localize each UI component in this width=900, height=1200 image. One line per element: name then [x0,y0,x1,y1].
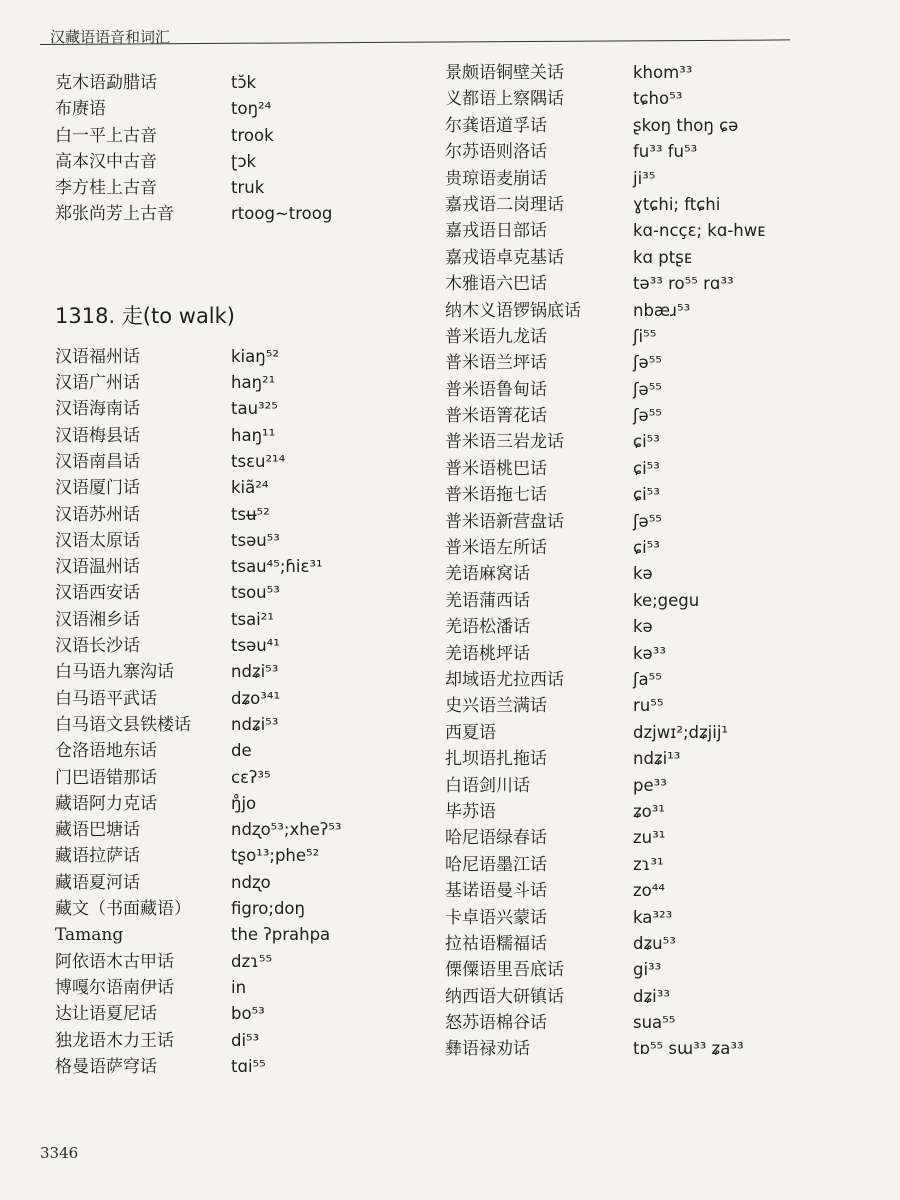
phonetic-form: zu³¹ [633,828,666,848]
phonetic-form: ʑo³¹ [633,801,665,821]
phonetic-form: zo⁴⁴ [633,881,665,901]
entry-row [445,825,845,851]
right-column [445,60,845,1063]
entry-row [445,139,845,165]
entry-row [55,765,455,791]
entry-row [445,693,845,719]
entry-row [55,175,455,201]
phonetic-form: ʃa⁵⁵ [633,669,662,689]
language-name: 汉语梅县话 [55,425,140,446]
language-name: 拉祜语糯福话 [445,933,547,954]
entry-row [55,502,455,528]
entry-row [55,1054,455,1080]
phonetic-form: ʂkoŋ thoŋ ɕə [633,115,739,135]
language-name: 扎坝语扎拖话 [445,749,547,770]
phonetic-form: bo⁵³ [231,1004,265,1024]
previous-entry-continuation [55,70,455,228]
language-name: 普米语新营盘话 [445,511,564,532]
entry-row [445,271,845,297]
entry-row [445,509,845,535]
entry-row [55,896,455,922]
entry-row [55,738,455,764]
language-name: 景颇语铜壁关话 [445,63,564,83]
phonetic-form: de [231,741,252,761]
phonetic-form: ʈɔk [231,151,257,171]
entry-row [55,791,455,817]
entry-row [55,870,455,896]
left-column [55,70,455,1080]
entry-row [445,298,845,324]
page-number: 3346 [40,1144,79,1162]
phonetic-form: tau³²⁵ [231,399,278,419]
entry-row [55,1001,455,1027]
language-name: 羌语松潘话 [445,617,530,638]
phonetic-form: tsəu⁴¹ [231,636,280,656]
language-name: 纳西语大研镇话 [445,986,564,1007]
entry-row [55,449,455,475]
entry-row [55,123,455,149]
language-name: 傈僳语里吾底话 [445,960,564,981]
entry-row [445,245,845,271]
language-name: 克木语勐腊话 [55,73,157,93]
language-name: 格曼语萨穹话 [55,1056,157,1077]
entry-row [55,96,455,122]
entry-row [55,686,455,712]
phonetic-form: di⁵³ [231,1030,260,1050]
phonetic-form: kiaŋ⁵² [231,346,279,366]
language-name: 博嘎尔语南伊话 [55,977,174,998]
language-name: 汉语苏州话 [55,504,140,525]
phonetic-form: in [231,977,247,997]
phonetic-form: tɕho⁵³ [633,89,683,109]
language-name: 白语剑川话 [445,775,530,796]
language-name: 汉语福州话 [55,346,140,367]
language-name: 郑张尚芳上古音 [55,204,174,225]
entry-row [55,149,455,175]
entry-row [445,720,845,746]
entry-row [445,482,845,508]
language-name: 普米语桃巴话 [445,458,547,479]
language-name: 普米语三岩龙话 [445,432,564,453]
language-name: 高本汉中古音 [55,151,157,172]
language-name: 藏语夏河话 [55,872,140,893]
language-name: 羌语蒲西话 [445,590,530,611]
phonetic-form: dzjwɪ²;dʑjij¹ [633,722,729,742]
phonetic-form: ʃə⁵⁵ [633,353,662,373]
section-number: 1318. [55,303,116,328]
entry-row [445,667,845,693]
left-entry-list [55,344,455,1080]
language-name: 汉语西安话 [55,583,140,604]
phonetic-form: kə [633,617,653,637]
phonetic-form: ɕi⁵³ [633,538,660,558]
language-name: 尔苏语则洛话 [445,142,547,163]
phonetic-form: tɔ̆k [231,73,257,92]
phonetic-form: haŋ²¹ [231,373,276,393]
language-name: 木雅语六巴话 [445,274,547,295]
entry-row [55,554,455,580]
phonetic-form: tɑi⁵⁵ [231,1056,266,1076]
section-heading [55,288,455,344]
entry-row [55,922,455,948]
entry-row [55,659,455,685]
entry-row [55,423,455,449]
language-name: 嘉戎语二岗理话 [445,194,564,215]
entry-row [55,843,455,869]
language-name: 藏语巴塘话 [55,820,140,841]
entry-row [445,878,845,904]
phonetic-form: tɒ⁵⁵ sɯ³³ ʑa³³ [633,1039,744,1059]
language-name: 藏文（书面藏语） [55,899,191,920]
phonetic-form: the ʔprahpa [231,925,331,945]
language-name: 哈尼语墨江话 [445,854,547,875]
entry-row [445,166,845,192]
phonetic-form: figro;doŋ [231,899,305,919]
phonetic-form: haŋ¹¹ [231,425,276,445]
language-name: 独龙语木力王话 [55,1030,174,1051]
phonetic-form: trook [231,125,274,145]
language-name: 阿依语木古甲话 [55,951,174,972]
phonetic-form: ndʑi¹³ [633,749,681,769]
language-name: 汉语长沙话 [55,636,140,657]
phonetic-form: dzɿ⁵⁵ [231,951,273,971]
entry-row [445,561,845,587]
language-name: 白马语九寨沟话 [55,662,174,683]
entry-row [445,905,845,931]
entry-row [445,641,845,667]
language-name: 仓洛语地东话 [55,741,157,762]
language-name: 白马语文县铁楼话 [55,714,191,735]
phonetic-form: tsai²¹ [231,609,274,629]
entry-row [445,86,845,112]
language-name: Tamang [55,925,124,946]
language-name: 纳木义语锣锅底话 [445,300,581,321]
entry-row [445,350,845,376]
phonetic-form: truk [231,178,265,198]
language-name: 汉语广州话 [55,373,140,394]
entry-row [55,70,455,96]
language-name: 羌语桃坪话 [445,643,530,664]
entry-row [55,475,455,501]
language-name: 贵琼语麦崩话 [445,168,547,189]
entry-row [445,852,845,878]
phonetic-form: ɕi⁵³ [633,485,660,505]
entry-row [55,1028,455,1054]
language-name: 普米语左所话 [445,538,547,559]
phonetic-form: fu³³ fu⁵³ [633,142,698,162]
phonetic-form: dʑu⁵³ [633,933,676,953]
entry-row [445,324,845,350]
entry-row [445,957,845,983]
language-name: 普米语拖七话 [445,485,547,506]
entry-row [445,429,845,455]
language-name: 西夏语 [445,722,496,743]
phonetic-form: ka³²³ [633,907,673,927]
entry-row [445,535,845,561]
entry-row [445,746,845,772]
entry-row [445,1010,845,1036]
language-name: 普米语九龙话 [445,326,547,347]
language-name: 白一平上古音 [55,125,157,146]
phonetic-form: ŋ̊jo [231,793,257,813]
language-name: 白马语平武话 [55,688,157,709]
entry-row [55,607,455,633]
phonetic-form: ndʐo⁵³;xheʔ⁵³ [231,820,342,840]
entry-row [55,396,455,422]
language-name: 藏语拉萨话 [55,846,140,867]
language-name: 藏语阿力克话 [55,793,157,814]
phonetic-form: ndʑi⁵³ [231,714,279,734]
phonetic-form: ɕi⁵³ [633,458,660,478]
entry-row [445,984,845,1010]
phonetic-form: ru⁵⁵ [633,696,664,716]
entry-row [445,192,845,218]
language-name: 达让语夏尼话 [55,1004,157,1025]
phonetic-form: tsau⁴⁵;ɦiɛ³¹ [231,557,323,577]
language-name: 彝语禄劝话 [445,1039,530,1060]
phonetic-form: ʃə⁵⁵ [633,379,662,399]
language-name: 嘉戎语卓克基话 [445,247,564,268]
language-name: 汉语厦门话 [55,478,140,499]
entry-row [55,201,455,227]
entry-row [445,1036,845,1062]
phonetic-form: ɣtɕhi; ftɕhi [633,194,721,214]
entry-row [55,580,455,606]
phonetic-form: gi³³ [633,960,662,980]
phonetic-form: ndʑi⁵³ [231,662,279,682]
phonetic-form: ɕi⁵³ [633,432,660,452]
phonetic-form: zɿ³¹ [633,854,664,874]
phonetic-form: kə [633,564,653,584]
entry-row [445,931,845,957]
entry-row [55,528,455,554]
phonetic-form: rtoog~troog [231,204,333,224]
language-name: 布赓语 [55,99,106,120]
entry-row [445,456,845,482]
language-name: 汉语海南话 [55,399,140,420]
language-name: 门巴语错那话 [55,767,157,788]
phonetic-form: ji³⁵ [633,168,656,188]
language-name: 哈尼语绿春话 [445,828,547,849]
entry-row [445,60,845,86]
language-name: 普米语箐花话 [445,406,547,427]
entry-row [55,344,455,370]
entry-row [445,588,845,614]
section-headword: 走(to walk) [121,303,235,328]
phonetic-form: kə³³ [633,643,666,663]
phonetic-form: tsʉ⁵² [231,504,270,524]
language-name: 羌语麻窝话 [445,564,530,585]
phonetic-form: sua⁵⁵ [633,1013,676,1033]
entry-row [445,773,845,799]
phonetic-form: ndʐo [231,872,271,892]
phonetic-form: khom³³ [633,63,693,82]
phonetic-form: ʃə⁵⁵ [633,406,662,426]
entry-row [445,799,845,825]
entry-row [445,377,845,403]
phonetic-form: tə³³ ro⁵⁵ rɑ³³ [633,274,734,294]
phonetic-form: dʑi³³ [633,986,670,1006]
language-name: 尔龚语道孚话 [445,115,547,136]
entry-row [445,113,845,139]
phonetic-form: ʃi⁵⁵ [633,326,657,346]
entry-row [55,712,455,738]
entry-row [55,633,455,659]
language-name: 汉语南昌话 [55,451,140,472]
language-name: 基诺语曼斗话 [445,881,547,902]
section-spacer [55,228,455,274]
language-name: 卡卓语兴蒙话 [445,907,547,928]
entry-row [445,218,845,244]
phonetic-form: pe³³ [633,775,667,795]
language-name: 李方桂上古音 [55,178,157,199]
phonetic-form: kɑ ptʂᴇ [633,247,692,267]
language-name: 汉语太原话 [55,530,140,551]
language-name: 嘉戎语日部话 [445,221,547,242]
phonetic-form: toŋ²⁴ [231,99,272,119]
language-name: 史兴语兰满话 [445,696,547,717]
phonetic-form: tsəu⁵³ [231,530,280,550]
language-name: 却域语尤拉西话 [445,669,564,690]
entry-row [55,975,455,1001]
entry-row [445,614,845,640]
phonetic-form: kɑ-ncçɛ; kɑ-hwᴇ [633,221,766,241]
phonetic-form: kiã²⁴ [231,478,269,498]
language-name: 普米语鲁甸话 [445,379,547,400]
phonetic-form: tsou⁵³ [231,583,280,603]
entry-row [445,403,845,429]
phonetic-form: cɛʔ³⁵ [231,767,271,787]
language-name: 怒苏语棉谷话 [445,1013,547,1034]
phonetic-form: nbæɹ⁵³ [633,300,691,320]
entry-row [55,370,455,396]
language-name: 汉语温州话 [55,557,140,578]
phonetic-form: tsɛu²¹⁴ [231,451,286,471]
running-head: 汉藏语语音和词汇 [50,28,171,46]
phonetic-form: ʃə⁵⁵ [633,511,662,531]
phonetic-form: dʑo³⁴¹ [231,688,281,708]
entry-row [55,949,455,975]
phonetic-form: ke;gegu [633,590,700,610]
entry-row [55,817,455,843]
language-name: 毕苏语 [445,801,496,822]
language-name: 汉语湘乡话 [55,609,140,630]
language-name: 普米语兰坪话 [445,353,547,374]
phonetic-form: tʂo¹³;phe⁵² [231,846,320,866]
language-name: 义都语上察隅话 [445,89,564,110]
right-entry-list [445,60,845,1063]
